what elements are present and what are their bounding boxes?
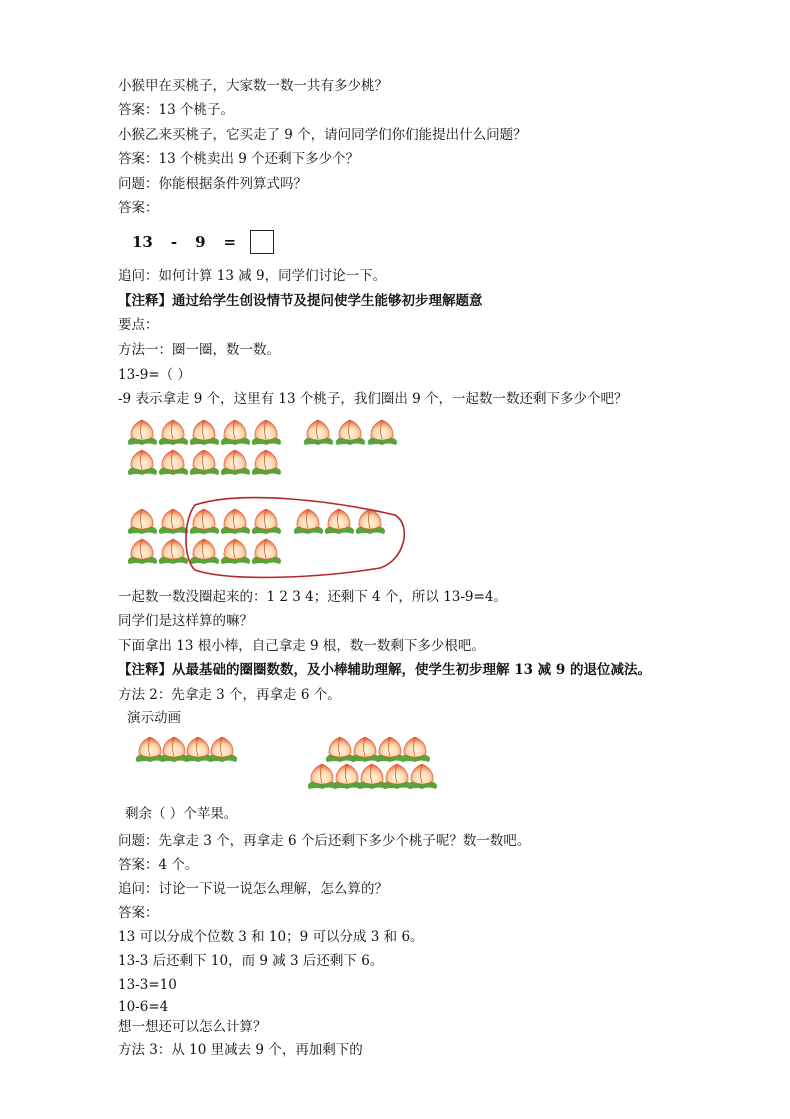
peach-icon — [401, 737, 430, 762]
peach-icon — [351, 737, 380, 762]
circle-of-nine — [186, 498, 404, 578]
text-line-26: 13-3=10 — [118, 977, 177, 993]
annotation-2: 【注释】从最基础的圈圈数数，及小棒辅助理解，使学生初步理解 13 减 9 的退位减法。 — [118, 662, 651, 678]
text-line-15: 下面拿出 13 根小棒，自己拿走 9 根，数一数剩下多少根吧。 — [118, 638, 485, 654]
peach-icon — [190, 539, 219, 564]
peach-icon — [336, 420, 365, 445]
peach-icon — [184, 737, 213, 762]
text-line-6: 答案： — [118, 200, 159, 216]
text-line-4: 答案：13 个桃卖出 9 个还剩下多少个？ — [118, 151, 360, 167]
peach-icon — [304, 420, 333, 445]
equation — [132, 230, 274, 254]
text-line-3: 小猴乙来买桃子，它买走了 9 个，请问同学们你们能提出什么问题？ — [118, 127, 527, 143]
text-line-5: 问题：你能根据条件列算式吗？ — [118, 176, 307, 192]
peach-icon — [326, 737, 355, 762]
peach-icon — [252, 539, 281, 564]
peach-icon — [368, 420, 397, 445]
peach-icon — [252, 509, 281, 534]
text-line-11: 13-9=（ ） — [118, 367, 191, 383]
peach-icon — [358, 764, 387, 789]
peach-icon — [294, 509, 323, 534]
equation-equals: = — [223, 233, 237, 251]
peach-icon — [252, 420, 281, 445]
peach-icon — [159, 420, 188, 445]
peach-icon — [159, 539, 188, 564]
answer-box — [250, 230, 274, 254]
peach-icon — [190, 509, 219, 534]
animation-caption: 演示动画 — [127, 710, 181, 726]
peach-icon — [408, 764, 437, 789]
text-line-25: 13-3 后还剩下 10，而 9 减 3 后还剩下 6。 — [118, 953, 384, 969]
text-line-9: 要点： — [118, 317, 159, 333]
peach-icon — [190, 450, 219, 475]
peach-icon — [308, 764, 337, 789]
peach-icon — [325, 509, 354, 534]
equation-operand-a: 13 — [132, 233, 153, 251]
peach-icon — [159, 450, 188, 475]
peach-icon — [376, 737, 405, 762]
peach-icon — [356, 509, 385, 534]
peach-icon — [128, 420, 157, 445]
equation-operand-b: 9 — [195, 233, 206, 251]
peach-icon — [159, 509, 188, 534]
peach-icon — [221, 539, 250, 564]
peach-icon — [160, 737, 189, 762]
text-line-24: 13 可以分成个位数 3 和 10；9 可以分成 3 和 6。 — [118, 929, 424, 945]
peach-icon — [136, 737, 165, 762]
text-line-17: 方法 2：先拿走 3 个，再拿走 6 个。 — [118, 687, 341, 703]
peach-icon — [128, 509, 157, 534]
text-line-14: 同学们是这样算的嘛？ — [118, 613, 253, 629]
peach-icon — [221, 509, 250, 534]
text-line-7: 追问：如何计算 13 减 9，同学们讨论一下。 — [118, 268, 387, 284]
text-line-23: 答案： — [118, 905, 159, 921]
peach-icon — [221, 450, 250, 475]
peach-icon — [190, 420, 219, 445]
peach-icon — [221, 420, 250, 445]
peach-icon — [333, 764, 362, 789]
peach-icon — [252, 450, 281, 475]
text-line-13: 一起数一数没圈起来的：1 2 3 4；还剩下 4 个，所以 13-9=4。 — [118, 589, 507, 605]
text-line-19: 剩余（ ）个苹果。 — [125, 806, 238, 822]
text-line-1: 小猴甲在买桃子，大家数一数一共有多少桃？ — [118, 78, 388, 94]
text-line-10: 方法一：圈一圈，数一数。 — [118, 342, 280, 358]
text-line-2: 答案：13 个桃子。 — [118, 102, 234, 118]
peach-icon — [128, 450, 157, 475]
text-line-28: 想一想还可以怎么计算？ — [118, 1019, 267, 1035]
equation-operator: - — [170, 233, 178, 251]
text-line-22: 追问：讨论一下说一说怎么理解，怎么算的？ — [118, 881, 388, 897]
peach-icon — [128, 539, 157, 564]
text-line-21: 答案：4 个。 — [118, 857, 199, 873]
text-line-20: 问题：先拿走 3 个，再拿走 6 个后还剩下多少个桃子呢？数一数吧。 — [118, 833, 531, 849]
text-line-12: -9 表示拿走 9 个，这里有 13 个桃子，我们圈出 9 个，一起数一数还剩下多少个吧？ — [118, 391, 628, 407]
peach-icon — [383, 764, 412, 789]
annotation-1: 【注释】通过给学生创设情节及提问使学生能够初步理解题意 — [118, 293, 483, 309]
text-line-27: 10-6=4 — [118, 999, 169, 1015]
peach-icon — [208, 737, 237, 762]
text-line-29: 方法 3：从 10 里减去 9 个，再加剩下的 — [118, 1042, 363, 1058]
